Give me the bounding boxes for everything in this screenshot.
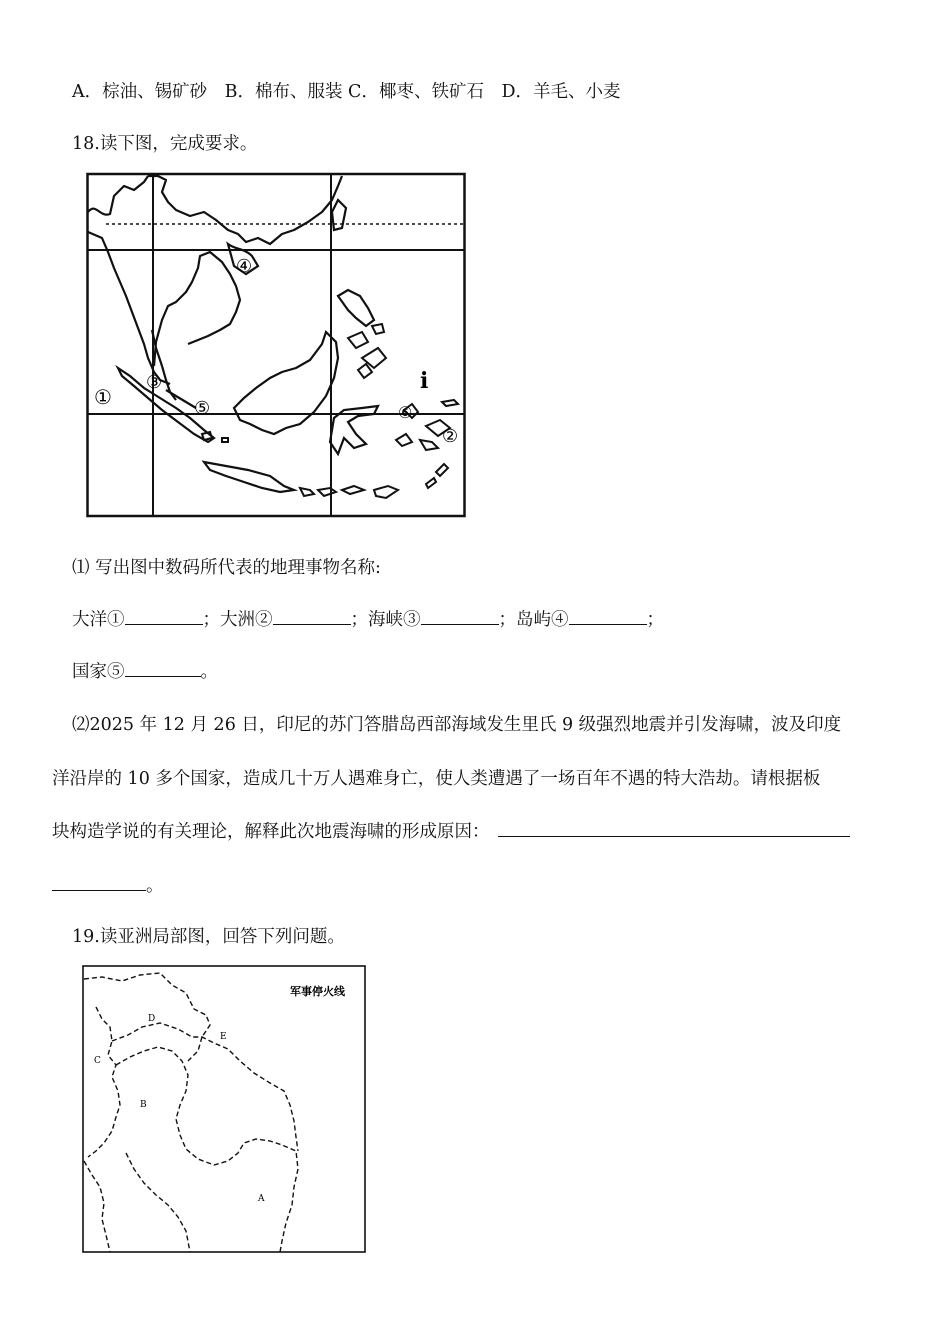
map-label-4: ④ xyxy=(236,256,253,277)
q18-part2-line3 xyxy=(52,820,850,844)
ocean-label: 大洋① xyxy=(72,610,125,630)
reason-answer-blank-cont[interactable] xyxy=(52,874,146,891)
strait-answer-blank[interactable] xyxy=(421,608,499,625)
continent-answer-blank[interactable] xyxy=(273,608,351,625)
q19-title: 19.读亚洲局部图，回答下列问题。 xyxy=(72,927,345,947)
map-label-1: ① xyxy=(94,385,112,409)
island-label: ；岛屿④ xyxy=(498,610,569,630)
q18-title: 18.读下图，完成要求。 xyxy=(72,134,258,154)
row2-end: 。 xyxy=(200,662,218,682)
strait-label: ；海峡③ xyxy=(350,610,421,630)
row1-end: ； xyxy=(646,610,664,630)
q18-part1-prompt: ⑴ 写出图中数码所代表的地理事物名称: xyxy=(72,558,381,578)
ocean-answer-blank[interactable] xyxy=(125,608,203,625)
map-label-E: E xyxy=(220,1032,227,1042)
map-label-3: ③ xyxy=(146,372,163,393)
asia-partial-map xyxy=(82,965,366,1253)
part2-end: 。 xyxy=(146,876,164,896)
map-label-A: A xyxy=(258,1194,265,1204)
map-label-5: ⑤ xyxy=(194,398,211,419)
continent-label: ；大洲② xyxy=(202,610,273,630)
country-answer-blank[interactable] xyxy=(125,660,201,677)
ceasefire-line-legend: 军事停火线 xyxy=(290,985,345,998)
q18-part2-line1: ⑵2025 年 12 月 26 日，印尼的苏门答腊岛西部海域发生里氏 9 级强烈地震并引发海啸，波及印度 xyxy=(72,715,842,735)
reason-answer-blank[interactable] xyxy=(498,820,850,837)
q18-part2-line4 xyxy=(52,874,164,898)
island-answer-blank[interactable] xyxy=(569,608,647,625)
map-label-B: B xyxy=(140,1100,147,1110)
q18-fill-row2 xyxy=(72,660,218,684)
map-label-i: i xyxy=(420,368,429,394)
part2-question: 块构造学说的有关理论，解释此次地震海啸的形成原因： xyxy=(52,822,490,842)
map-label-2: ② xyxy=(442,426,459,447)
map-label-6: ⑥ xyxy=(398,403,413,422)
southeast-asia-map xyxy=(86,172,466,518)
country-label: 国家⑤ xyxy=(72,662,125,682)
map-label-C: C xyxy=(94,1056,101,1066)
map-label-D: D xyxy=(148,1014,156,1024)
q18-part2-line2: 洋沿岸的 10 多个国家，造成几十万人遇难身亡，使人类遭遇了一场百年不遇的特大浩劫。请根据板 xyxy=(52,769,821,789)
q17-options: A．棕油、锡矿砂 B．棉布、服装 C．椰枣、铁矿石 D．羊毛、小麦 xyxy=(72,82,621,102)
q18-fill-row1 xyxy=(72,608,664,632)
